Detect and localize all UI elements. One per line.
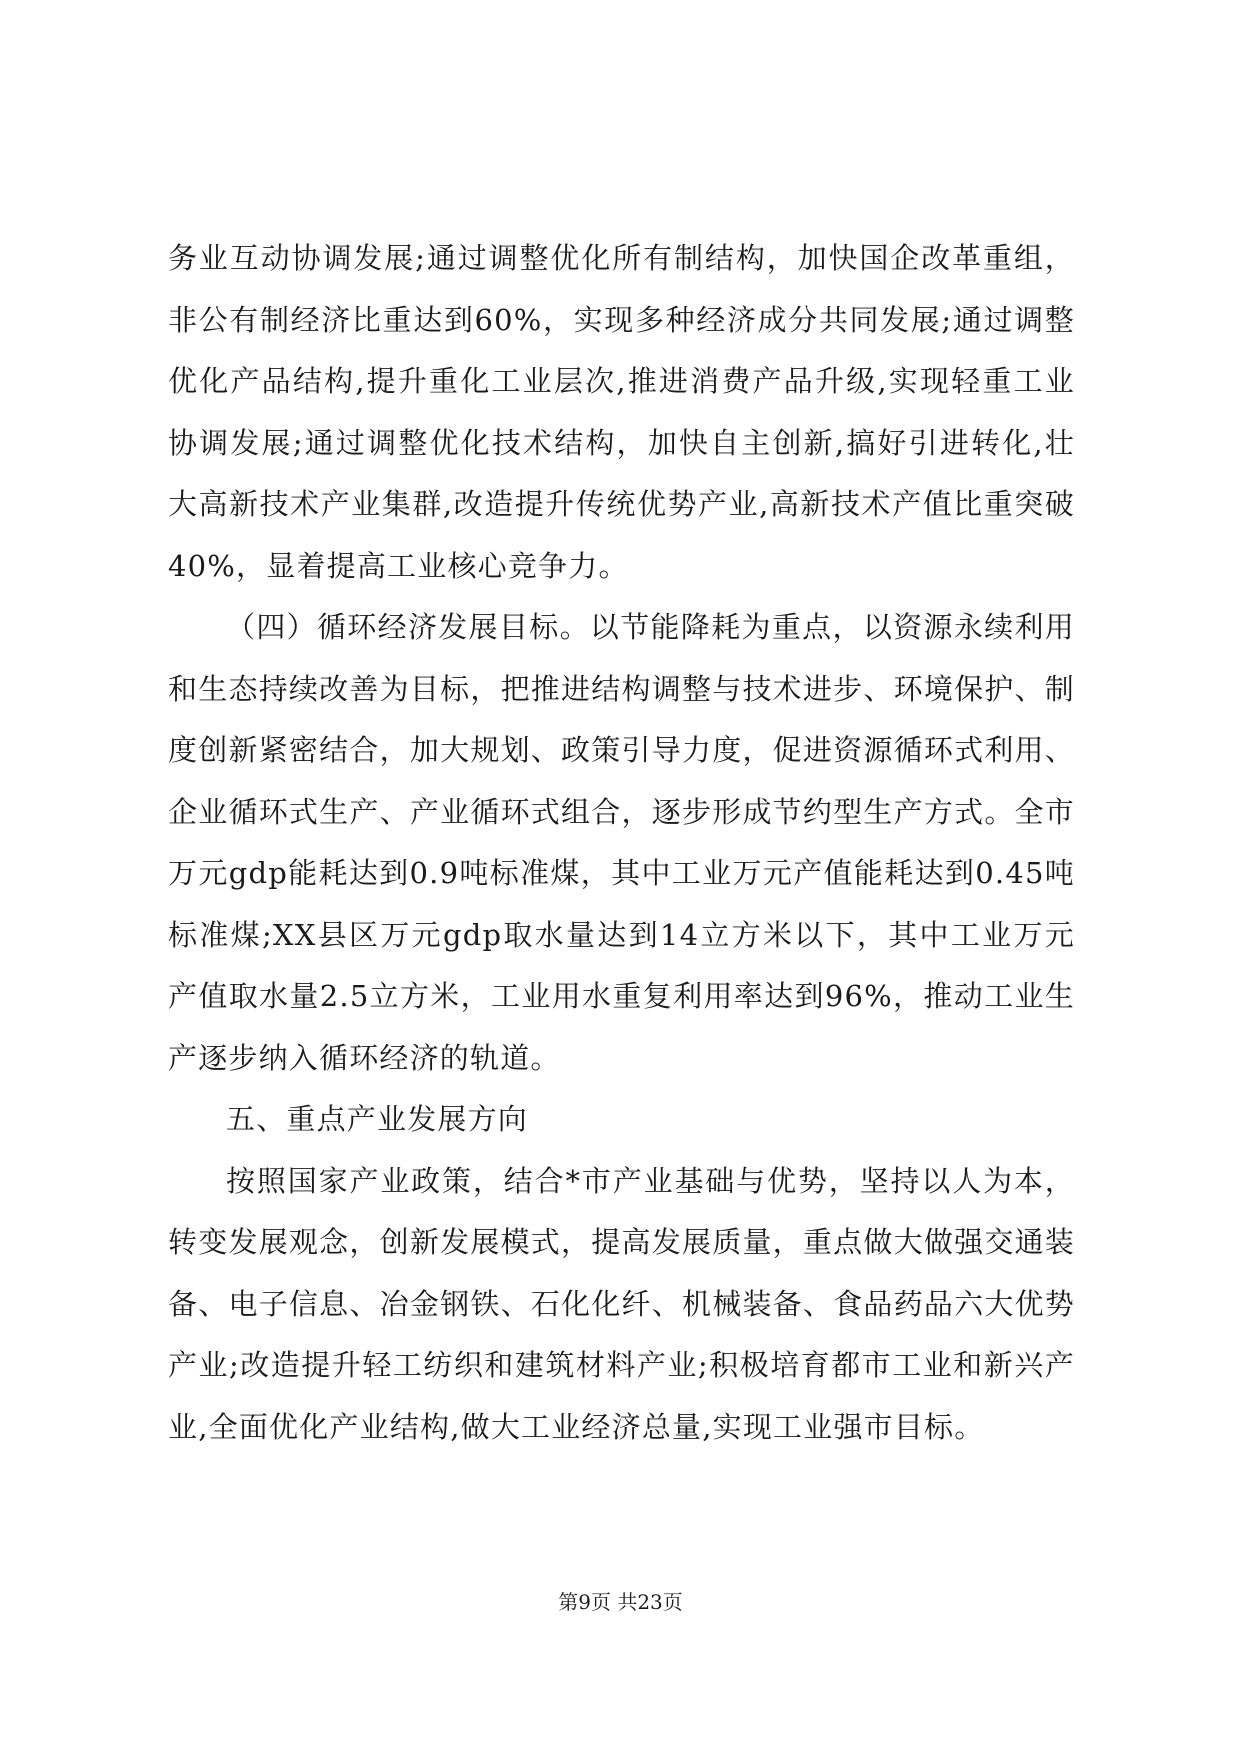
document-body bbox=[168, 228, 1075, 1458]
paragraph-continuation: 务业互动协调发展;通过调整优化所有制结构，加快国企改革重组，非公有制经济比重达到60%，实现多种经济成分共同发展;通过调整优化产品结构,提升重化工业层次,推进消费产品升级,实现轻重工业协调发展;通过调整优化技术结构，加快自主创新,搞好引进转化,壮大高新技术产业集群,改造提升传统优势产业,高新技术产值比重突破40%，显着提高工业核心竞争力。 bbox=[168, 241, 1075, 583]
section-heading-key-industries: 五、重点产业发展方向 bbox=[226, 1102, 529, 1136]
paragraph-industry-direction: 按照国家产业政策，结合*市产业基础与优势，坚持以人为本，转变发展观念，创新发展模式，提高发展质量，重点做大做强交通装备、电子信息、冶金钢铁、石化化纤、机械装备、食品药品六大优势产业;改造提升轻工纺织和建筑材料产业;积极培育都市工业和新兴产业,全面优化产业结构,做大工业经济总量,实现工业强市目标。 bbox=[168, 1163, 1075, 1444]
page-number-footer: 第9页 共23页 bbox=[558, 1590, 683, 1614]
paragraph-circular-economy-goal: （四）循环经济发展目标。以节能降耗为重点，以资源永续利用和生态持续改善为目标，把推进结构调整与技术进步、环境保护、制度创新紧密结合，加大规划、政策引导力度，促进资源循环式利用、企业循环式生产、产业循环式组合，逐步形成节约型生产方式。全市万元gdp能耗达到0.9吨标准煤，其中工业万元产值能耗达到0.45吨标准煤;XX县区万元gdp取水量达到14立方米以下，其中工业万元产值取水量2.5立方米，工业用水重复利用率达到96%，推动工业生产逐步纳入循环经济的轨道。 bbox=[168, 610, 1075, 1075]
